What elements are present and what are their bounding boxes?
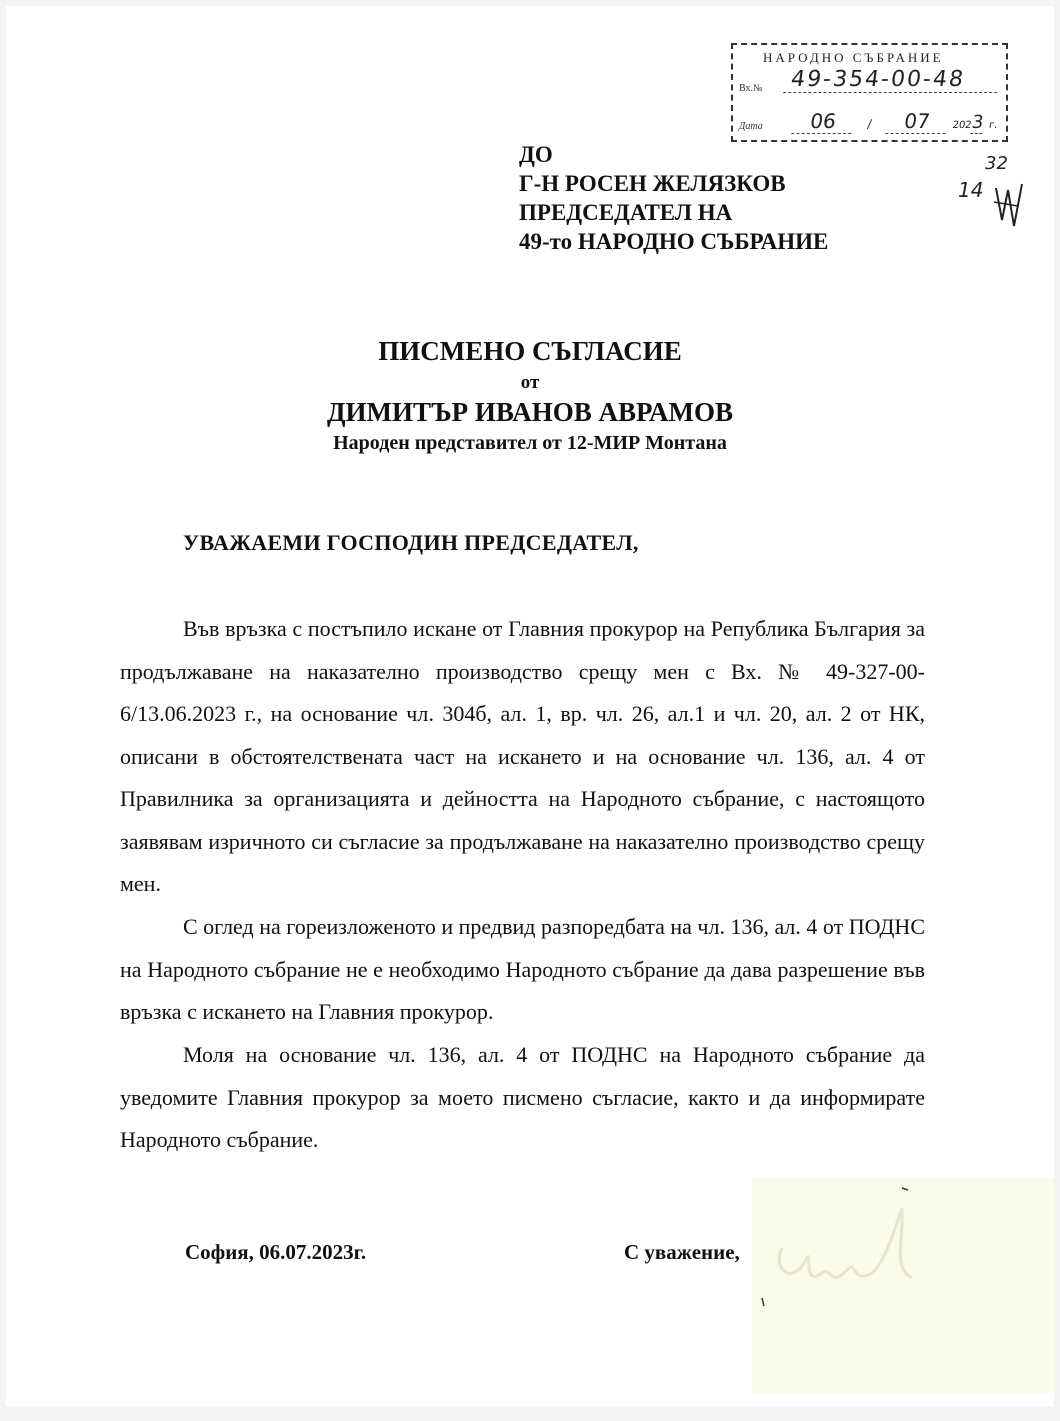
stamp-number: 49-354-00-48 — [783, 67, 1001, 93]
signature-area — [752, 1178, 1054, 1393]
body-paragraph-1 — [120, 608, 925, 906]
paragraph-text: С оглед на гореизложеното и предвид разпоредбата на чл. 136, ал. 4 от ПОДНС на Народното събрание не е необходимо Народното събрание да дава разрешение във връзка с искането на Главния прокурор. — [120, 914, 925, 1024]
body-paragraph-2 — [120, 906, 925, 1034]
handwritten-number-a: 14 — [958, 178, 984, 202]
author-name: ДИМИТЪР ИВАНОВ АВРАМОВ — [326, 397, 734, 427]
handwritten-number-b: 32 — [985, 153, 1008, 174]
registration-stamp — [731, 43, 1008, 142]
body-paragraph-3 — [120, 1034, 925, 1162]
stamp-date-label: Дата — [739, 121, 763, 132]
addressee-institution: 49-то НАРОДНО СЪБРАНИЕ — [519, 229, 829, 254]
paragraph-text: Моля на основание чл. 136, ал. 4 от ПОДНС на Народното събрание да уведомите Главния прокурор за моето писмено съгласие, както и да информирате Народното събрание. — [120, 1042, 925, 1152]
addressee-name: Г-Н РОСЕН ЖЕЛЯЗКОВ — [519, 171, 786, 196]
stamp-number-label: Вх.№ — [739, 83, 763, 94]
closing-regards: С уважение, — [624, 1240, 740, 1264]
place-and-date: София, 06.07.2023г. — [185, 1240, 367, 1264]
handwritten-initials-mark — [988, 180, 1028, 240]
stamp-year-suffix: 3 — [970, 112, 985, 133]
stamp-date — [791, 109, 999, 134]
stamp-month: 07 — [885, 109, 949, 134]
addressee-position: ПРЕДСЕДАТЕЛ НА — [519, 200, 733, 225]
stamp-date-separator: / — [866, 117, 873, 131]
document-from: от — [520, 372, 540, 393]
stamp-title: НАРОДНО СЪБРАНИЕ — [763, 50, 944, 65]
stamp-year-end: г. — [988, 120, 999, 131]
stamp-year-prefix: 202 — [951, 120, 973, 131]
paragraph-text: Във връзка с постъпило искане от Главния прокурор на Република България за продължаване на наказателно производство срещу мен с Вх. № 49-327-00-6/13.06.2023 г., на основание чл. 304б, ал. 1, вр. чл. 26, ал.1 и чл. 20, ал. 2 от НК, описани в обстоятелствената част на искането и на основание чл. 136, ал. 4 от Правилника за организацията и дейността на Народното събрание, с настоящото заявявам изричното си съгласие за продължаване на наказателно производство срещу мен. — [120, 616, 925, 896]
stamp-day: 06 — [791, 109, 855, 134]
signature-icon — [752, 1178, 1054, 1393]
document-title: ПИСМЕНО СЪГЛАСИЕ — [378, 336, 682, 366]
author-role: Народен представител от 12-МИР Монтана — [333, 432, 727, 454]
addressee-to: ДО — [519, 142, 553, 167]
salutation: УВАЖАЕМИ ГОСПОДИН ПРЕДСЕДАТЕЛ, — [183, 530, 639, 555]
addressee-block — [519, 140, 828, 256]
